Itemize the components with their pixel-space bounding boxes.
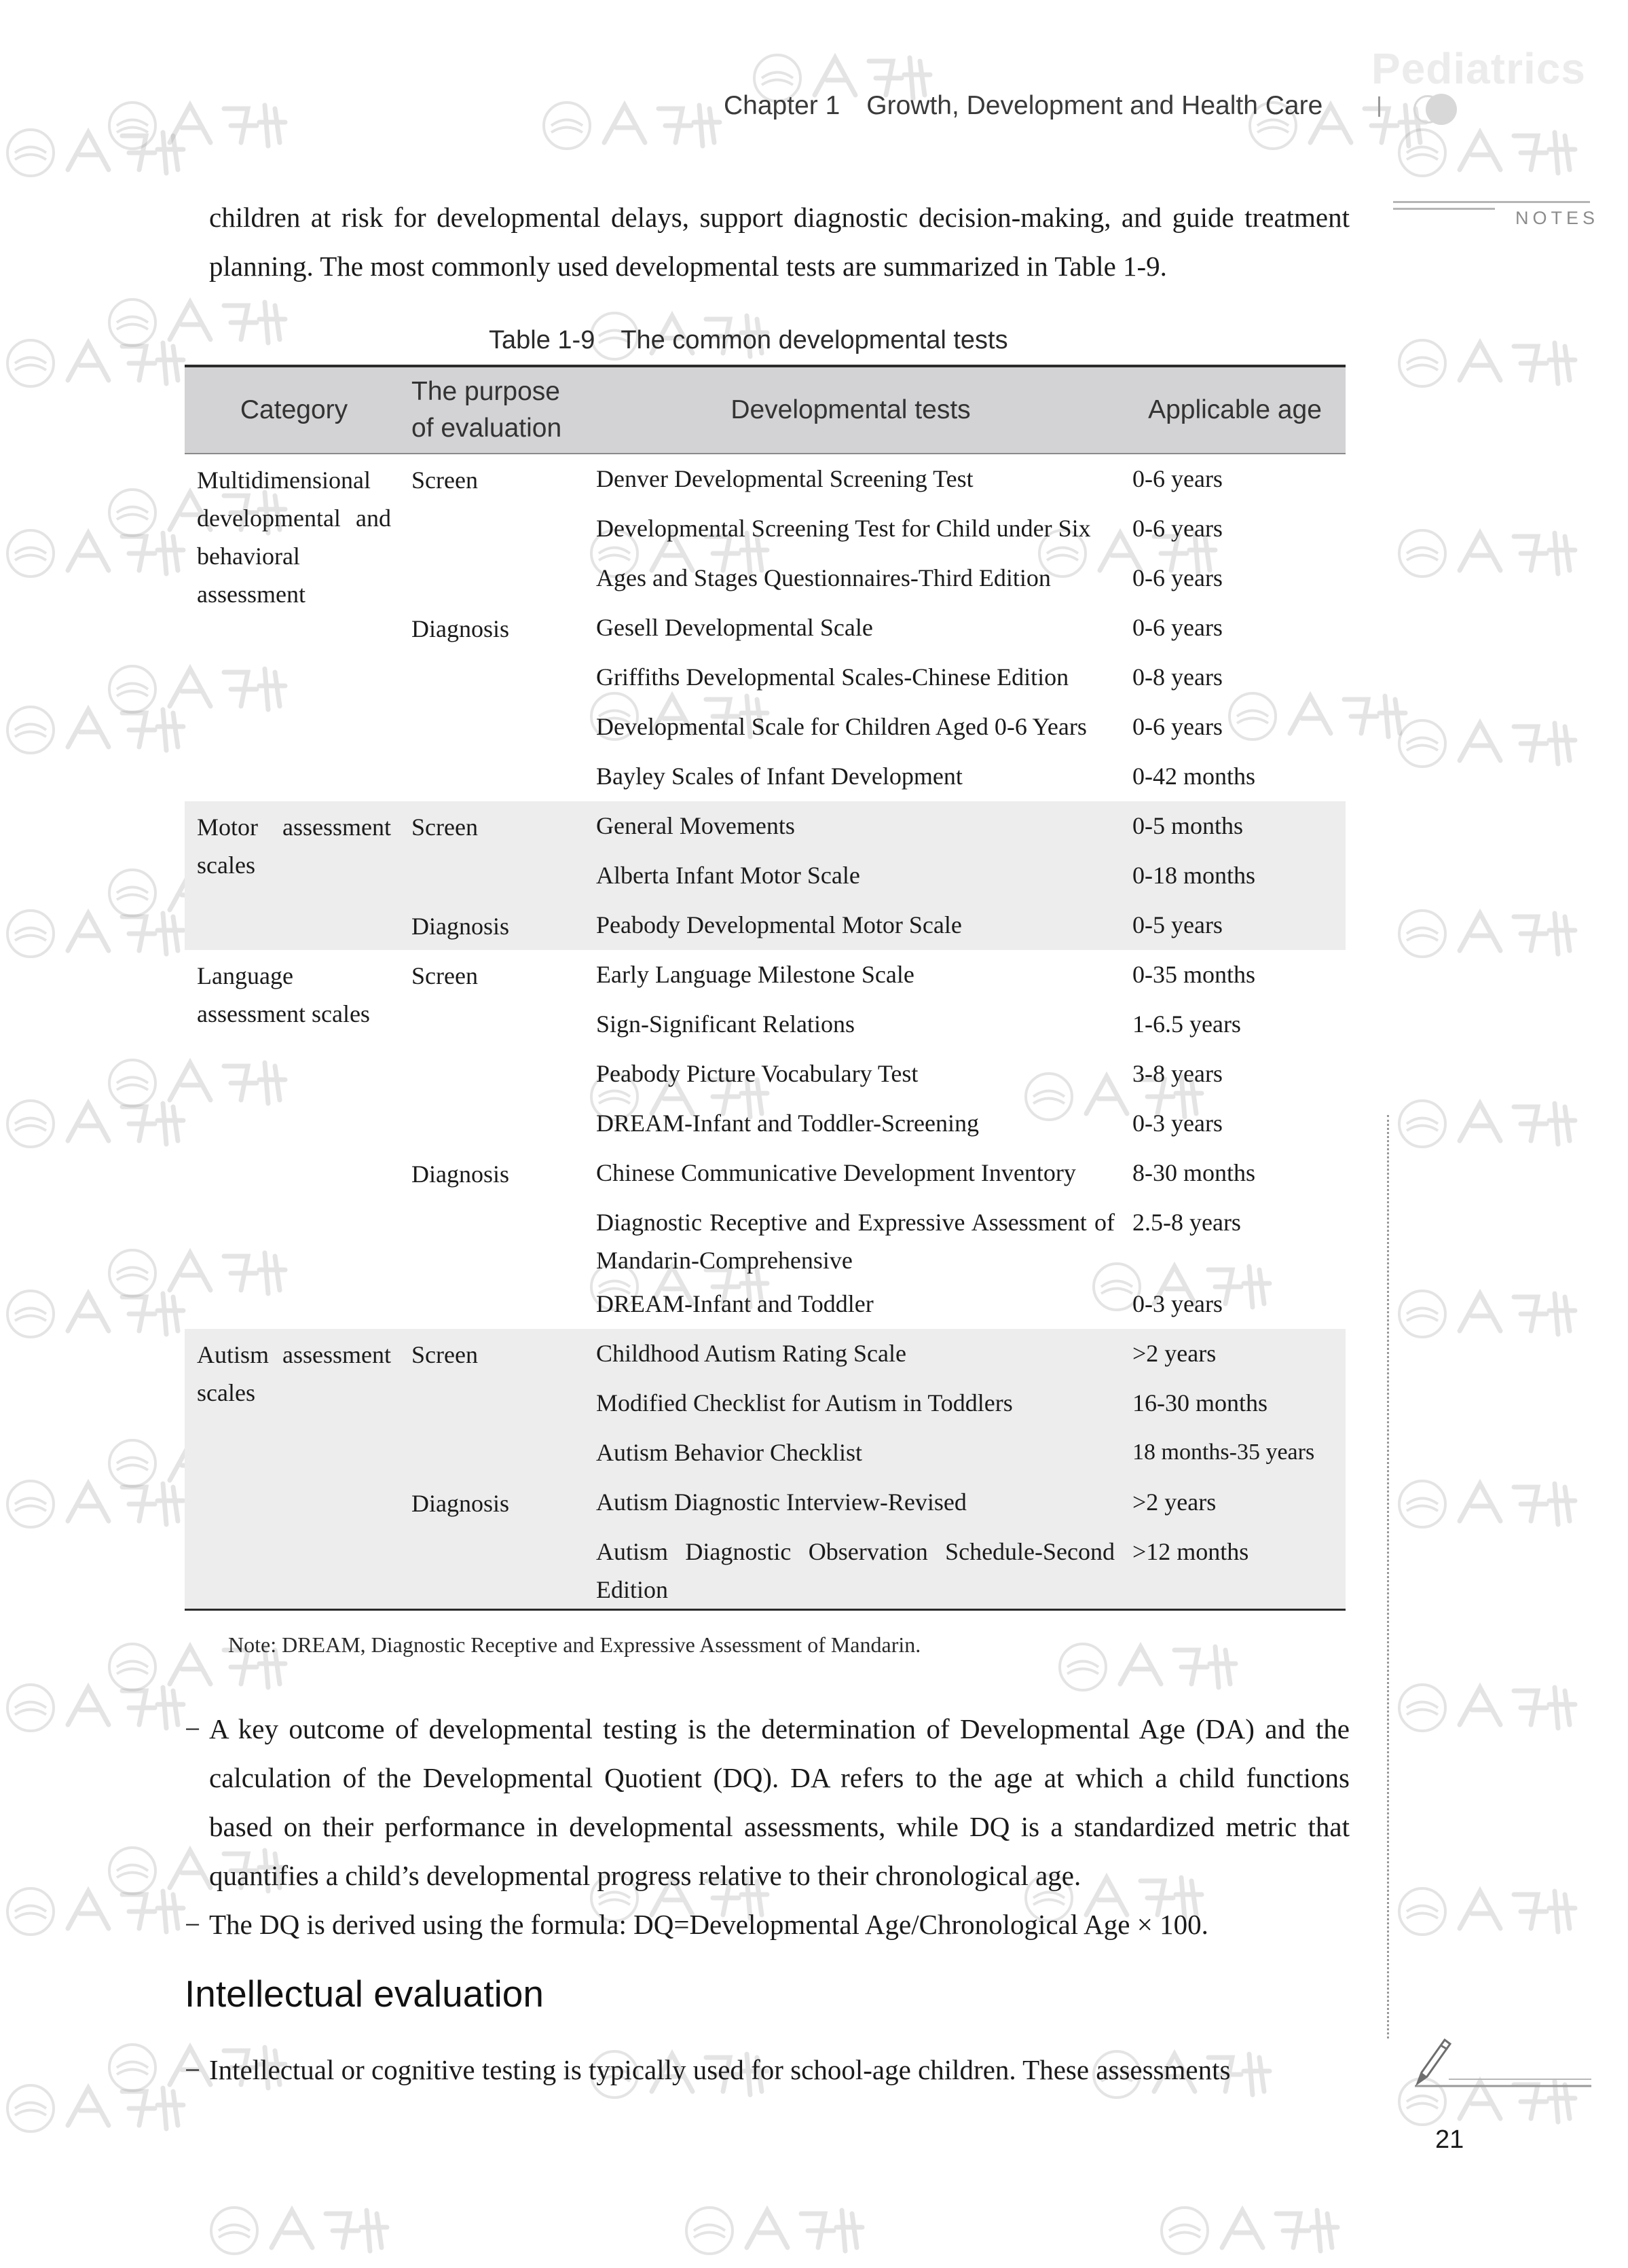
table-row — [584, 1099, 1346, 1148]
test-name-cell: Autism Behavior Checklist — [596, 1439, 862, 1466]
test-name-cell: Developmental Screening Test for Child under Six — [596, 515, 1091, 542]
test-name-cell: Denver Developmental Screening Test — [596, 465, 974, 492]
table-row — [584, 1000, 1346, 1049]
test-name-cell: Gesell Developmental Scale — [596, 614, 873, 641]
purpose-cell: Diagnosis — [411, 615, 509, 642]
purpose-subgroup — [403, 454, 1346, 603]
table-row — [584, 752, 1346, 801]
purpose-subgroup — [403, 1148, 1346, 1329]
header-category: Category — [240, 395, 348, 424]
table-row — [584, 900, 1346, 950]
table-row — [584, 801, 1346, 851]
age-cell: 0-3 years — [1132, 1290, 1223, 1317]
table-row — [584, 1049, 1346, 1099]
age-cell: 18 months-35 years — [1132, 1440, 1315, 1465]
age-cell: 0-18 months — [1132, 862, 1256, 889]
publisher-watermark-icon — [1392, 516, 1582, 591]
age-cell: >12 months — [1132, 1538, 1249, 1565]
table-row — [584, 702, 1346, 752]
test-name-cell: Childhood Autism Rating Scale — [596, 1340, 906, 1367]
age-cell: >2 years — [1132, 1340, 1217, 1367]
age-cell: 0-42 months — [1132, 763, 1256, 790]
notes-rule-short — [1393, 208, 1495, 210]
age-cell: 1-6.5 years — [1132, 1010, 1241, 1038]
test-name-cell: Peabody Developmental Motor Scale — [596, 911, 962, 938]
purpose-cell: Screen — [411, 1341, 478, 1368]
bullet-marker: − — [185, 1909, 201, 1940]
purpose-subgroup — [403, 950, 1346, 1148]
header-age: Applicable age — [1148, 395, 1322, 424]
bullet-marker: − — [185, 1713, 201, 1744]
table-note: Note: DREAM, Diagnostic Receptive and Expressive Assessment of Mandarin. — [228, 1632, 921, 1657]
table-row — [584, 851, 1346, 900]
chapter-header: Chapter 1 Growth, Development and Health Care — [724, 91, 1323, 120]
test-name-cell: Alberta Infant Motor Scale — [596, 862, 860, 889]
bullet-item — [185, 2045, 1350, 2094]
bullet-item — [185, 1900, 1350, 1949]
category-cell: Language assessment scales — [197, 962, 370, 1027]
table-row — [584, 1279, 1346, 1329]
header-purpose: The purpose of evaluation — [411, 377, 562, 443]
test-name-cell: Developmental Scale for Children Aged 0-6 Years — [596, 713, 1087, 740]
publisher-watermark-icon — [1392, 706, 1582, 781]
test-name-cell: Chinese Communicative Development Inventory — [596, 1159, 1076, 1186]
developmental-tests-table — [185, 365, 1346, 1611]
table-row — [584, 454, 1346, 504]
purpose-subgroup — [403, 1329, 1346, 1478]
table-row — [584, 1428, 1346, 1478]
test-name-cell: Modified Checklist for Autism in Toddlers — [596, 1389, 1013, 1416]
category-cell: Autism assessment scales — [197, 1341, 391, 1406]
age-cell: 0-5 months — [1132, 812, 1244, 839]
age-cell: 2.5-8 years — [1132, 1209, 1241, 1236]
table-row — [584, 1198, 1346, 1279]
intro-paragraph: children at risk for developmental delays, support diagnostic decision-making, and guide treatment planning. The most commonly used developmental tests are summarized in Table 1-9. — [209, 202, 1350, 282]
age-cell: >2 years — [1132, 1488, 1217, 1516]
test-name-cell: Ages and Stages Questionnaires-Third Edition — [596, 564, 1051, 591]
notes-rule — [1393, 201, 1590, 203]
publisher-watermark-icon — [1052, 1630, 1242, 1704]
page-number: 21 — [1435, 2125, 1464, 2154]
publisher-watermark-icon — [1392, 896, 1582, 971]
bullet-text: Intellectual or cognitive testing is typically used for school-age children. These assessments — [209, 2054, 1231, 2085]
publisher-watermark-icon — [204, 2193, 394, 2268]
test-name-cell: Diagnostic Receptive and Expressive Assessment of Mandarin-Comprehensive — [596, 1209, 1115, 1274]
age-cell: 0-5 years — [1132, 911, 1223, 938]
bullet-text: A key outcome of developmental testing is the determination of Developmental Age (DA) and the calculation of the Developmental Quotient (DQ). DA refers to the age at which a child functions based on their performance in developmental assessments, while DQ is a standardized metric that quantifies a child’s developmental progress relative to their chronological age. — [209, 1713, 1350, 1891]
test-name-cell: Griffiths Developmental Scales-Chinese Edition — [596, 663, 1069, 691]
table-row — [584, 1478, 1346, 1527]
table-group — [185, 801, 1346, 950]
bullet-marker: − — [185, 2054, 201, 2085]
table-row — [584, 1329, 1346, 1378]
publisher-watermark-icon — [1392, 1086, 1582, 1161]
publisher-watermark-icon — [679, 2193, 869, 2268]
table-row — [584, 553, 1346, 603]
header-dot-icon — [1426, 94, 1457, 125]
table-row — [584, 1527, 1346, 1609]
section-heading: Intellectual evaluation — [185, 1973, 544, 2015]
table-group — [185, 950, 1346, 1329]
bullet-text: The DQ is derived using the formula: DQ=Developmental Age/Chronological Age × 100. — [209, 1909, 1208, 1940]
age-cell: 16-30 months — [1132, 1389, 1268, 1416]
category-cell: Multidimensional developmental and behavioral assessment — [197, 467, 391, 608]
purpose-cell: Diagnosis — [411, 913, 509, 940]
purpose-cell: Diagnosis — [411, 1490, 509, 1517]
purpose-subgroup — [403, 1478, 1346, 1609]
age-cell: 0-6 years — [1132, 713, 1223, 740]
header-separator — [1378, 96, 1380, 117]
purpose-cell: Screen — [411, 467, 478, 494]
purpose-subgroup — [403, 801, 1346, 900]
publisher-watermark-icon — [102, 285, 292, 360]
table-header-row — [185, 367, 1346, 454]
age-cell: 0-8 years — [1132, 663, 1223, 691]
publisher-watermark-icon — [1392, 1874, 1582, 1949]
notes-dotted-line — [1387, 1115, 1389, 2038]
publisher-watermark-icon — [1392, 326, 1582, 401]
test-name-cell: Sign-Significant Relations — [596, 1010, 855, 1038]
test-name-cell: DREAM-Infant and Toddler-Screening — [596, 1110, 979, 1137]
header-tests: Developmental tests — [730, 395, 971, 424]
table-group — [185, 454, 1346, 801]
publisher-watermark-icon — [1392, 1467, 1582, 1541]
publisher-watermark-icon — [1392, 1277, 1582, 1351]
table-caption: Table 1-9 The common developmental tests — [489, 326, 1008, 354]
table-row — [584, 1378, 1346, 1428]
age-cell: 0-35 months — [1132, 961, 1256, 988]
table-row — [584, 603, 1346, 653]
test-name-cell: Peabody Picture Vocabulary Test — [596, 1060, 919, 1087]
purpose-subgroup — [403, 603, 1346, 801]
publisher-watermark-icon — [102, 88, 292, 163]
publisher-watermark-icon — [1154, 2193, 1344, 2268]
purpose-cell: Screen — [411, 813, 478, 841]
test-name-cell: DREAM-Infant and Toddler — [596, 1290, 874, 1317]
test-name-cell: Bayley Scales of Infant Development — [596, 763, 963, 790]
notes-label: NOTES — [1515, 208, 1599, 228]
publisher-watermark-icon — [1392, 1670, 1582, 1745]
age-cell: 0-6 years — [1132, 614, 1223, 641]
purpose-cell: Diagnosis — [411, 1160, 509, 1188]
category-cell: Motor assessment scales — [197, 813, 391, 879]
test-name-cell: Early Language Milestone Scale — [596, 961, 914, 988]
pencil-icon — [1408, 2034, 1598, 2089]
age-cell: 8-30 months — [1132, 1159, 1256, 1186]
table-body — [185, 454, 1346, 1609]
age-cell: 0-6 years — [1132, 564, 1223, 591]
test-name-cell: General Movements — [596, 812, 795, 839]
table-row — [584, 504, 1346, 553]
book-title-watermark: Pediatrics — [1371, 44, 1586, 93]
table-group — [185, 1329, 1346, 1609]
table-row — [584, 653, 1346, 702]
test-name-cell: Autism Diagnostic Interview-Revised — [596, 1488, 967, 1516]
purpose-subgroup — [403, 900, 1346, 950]
bullet-item — [185, 1704, 1350, 1900]
purpose-cell: Screen — [411, 962, 478, 989]
age-cell: 0-6 years — [1132, 515, 1223, 542]
age-cell: 3-8 years — [1132, 1060, 1223, 1087]
age-cell: 0-3 years — [1132, 1110, 1223, 1137]
table-row — [584, 1148, 1346, 1198]
age-cell: 0-6 years — [1132, 465, 1223, 492]
publisher-watermark-icon — [1392, 115, 1582, 190]
test-name-cell: Autism Diagnostic Observation Schedule-Second Edition — [596, 1538, 1115, 1603]
table-row — [584, 950, 1346, 1000]
publisher-watermark-icon — [536, 88, 726, 163]
